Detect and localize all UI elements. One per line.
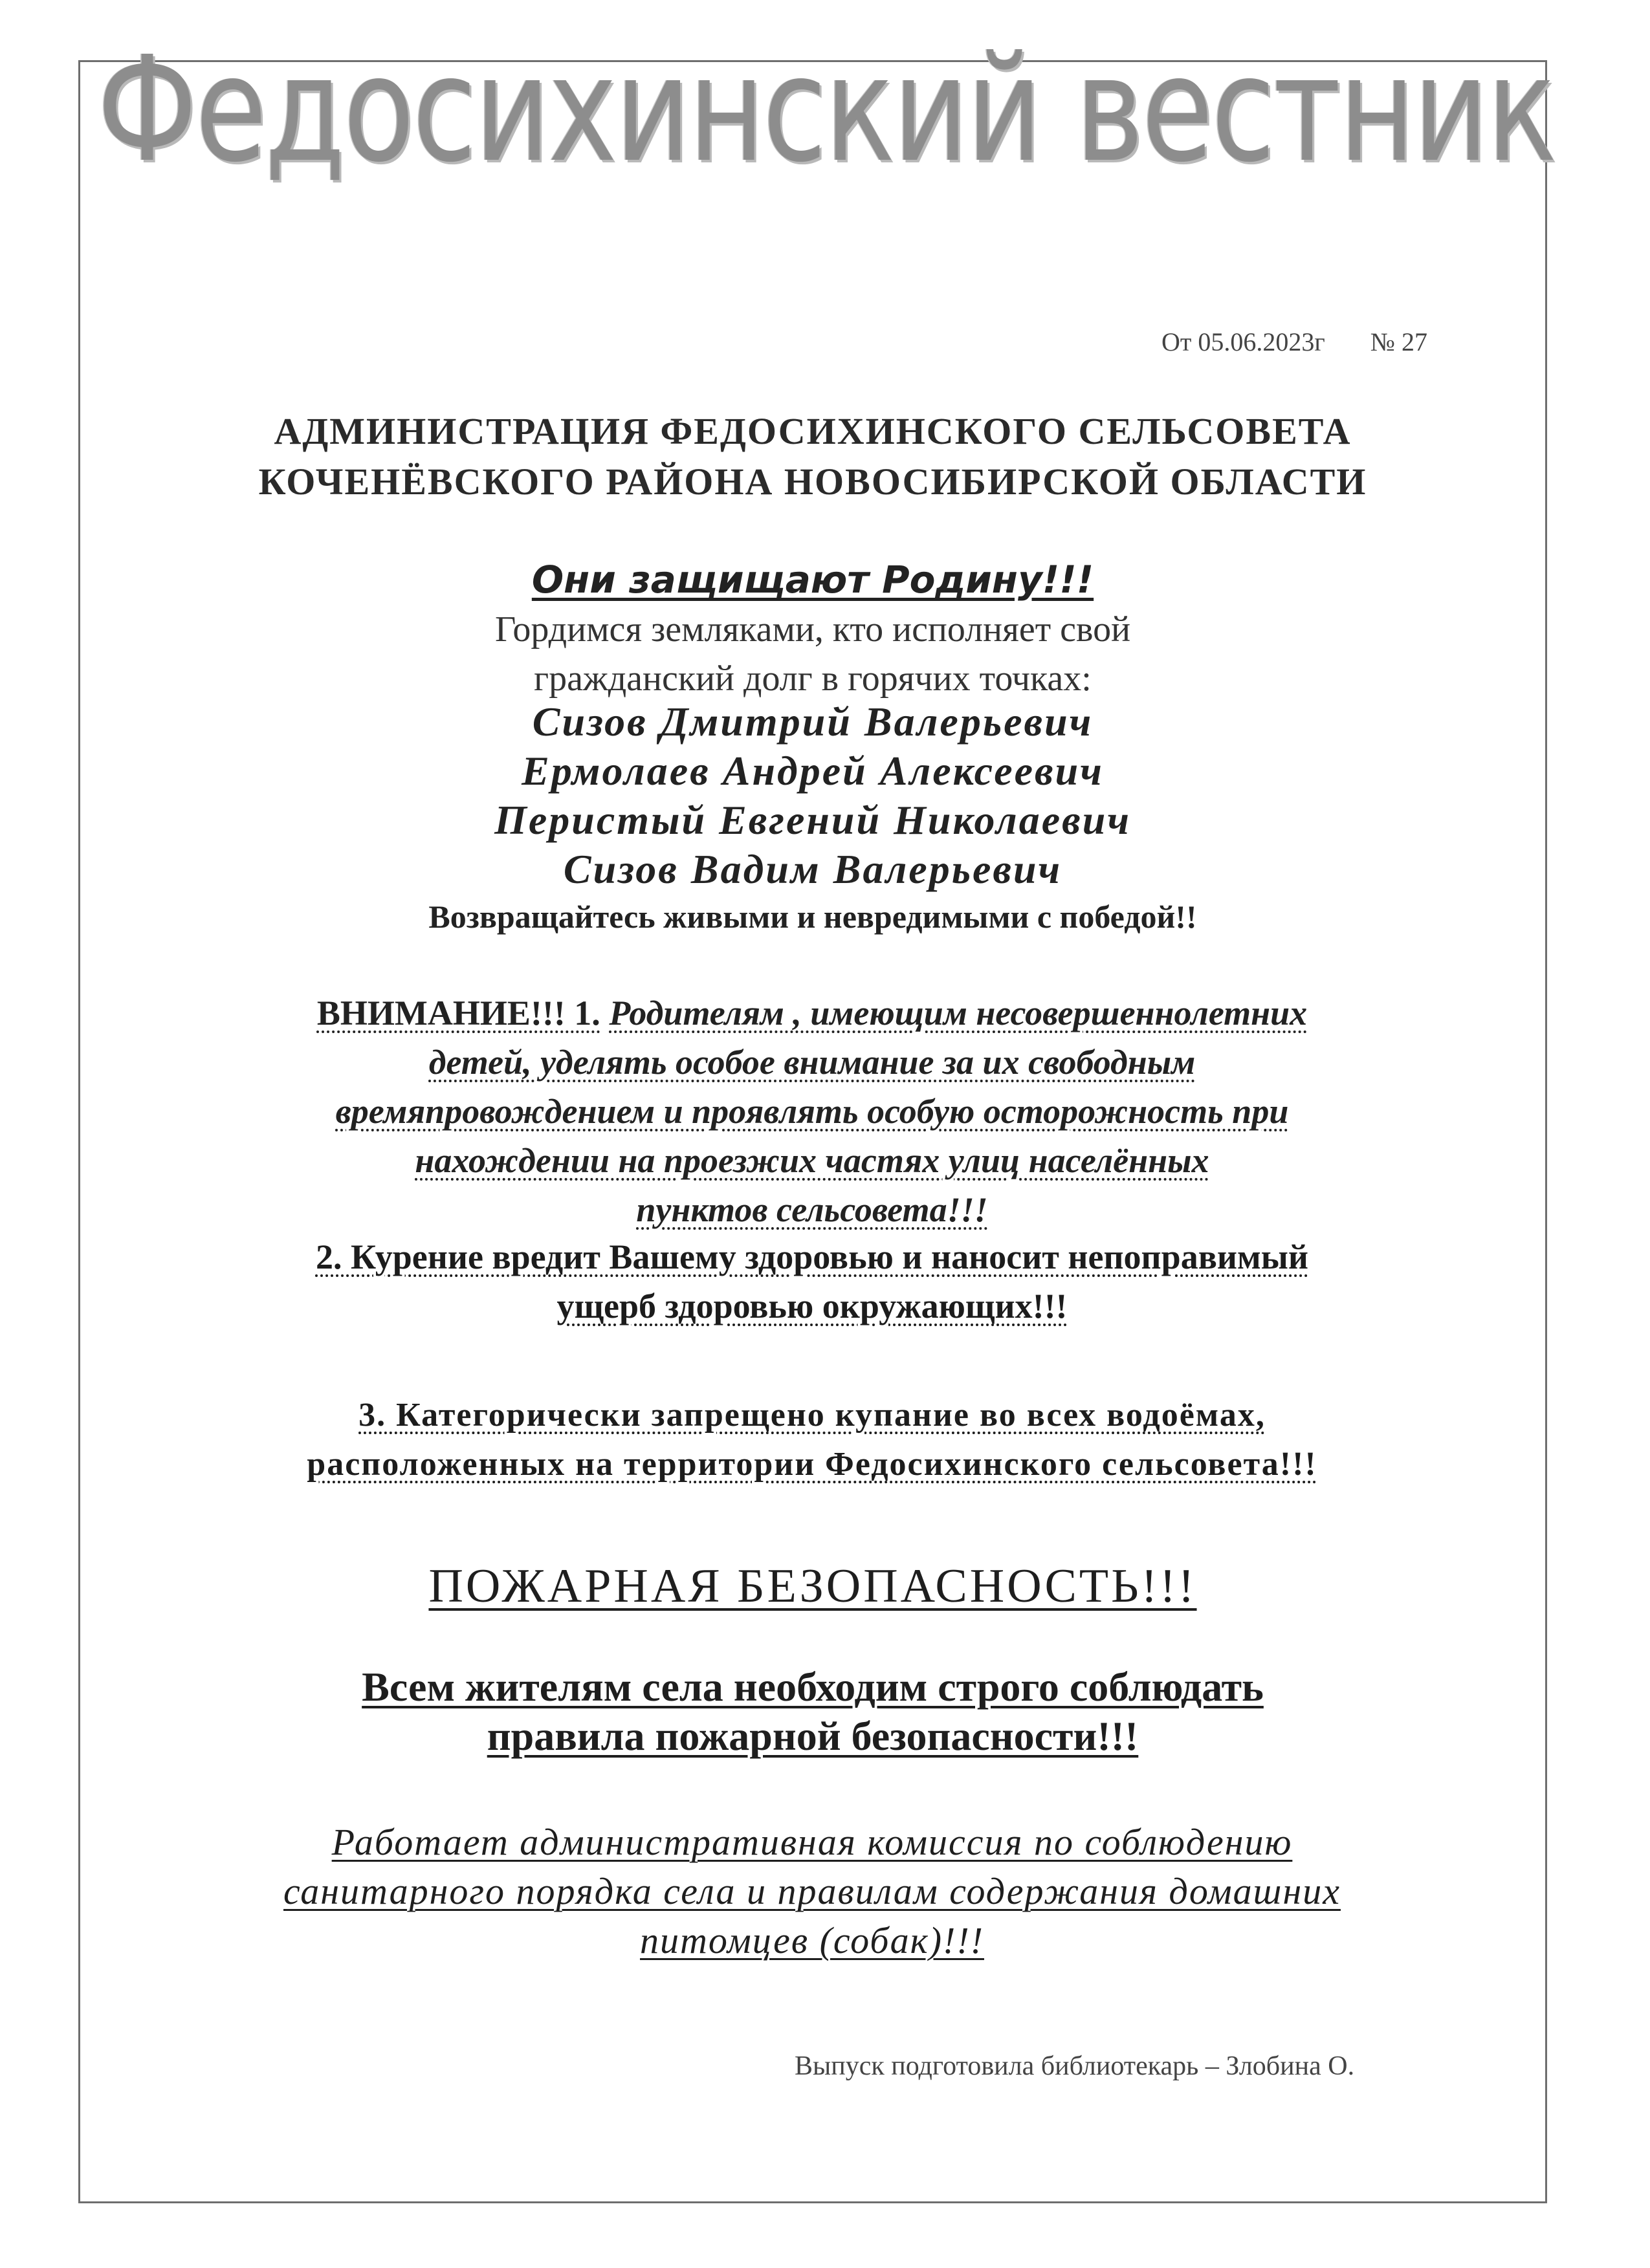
notice-line: нахождении на проезжих частях улиц населённых — [415, 1141, 1209, 1180]
commission-line: санитарного порядка села и правилам содержания домашних — [283, 1870, 1341, 1912]
issue-number: № 27 — [1370, 327, 1427, 356]
defenders-names — [78, 697, 1547, 894]
organization-heading — [78, 406, 1547, 507]
fire-safety-title: ПОЖАРНАЯ БЕЗОПАСНОСТЬ!!! — [428, 1560, 1197, 1613]
attention-label: ВНИМАНИЕ!!! 1. — [316, 994, 600, 1032]
notice-line: 3. Категорически запрещено купание во всех водоёмах, — [358, 1397, 1266, 1434]
defender-name: Сизов Дмитрий Валерьевич — [532, 699, 1094, 745]
issue-info — [1161, 327, 1427, 357]
organization-line: АДМИНИСТРАЦИЯ ФЕДОСИХИНСКОГО СЕЛЬСОВЕТА — [274, 410, 1352, 452]
notice-item-3 — [129, 1391, 1495, 1489]
notice-line: времяпровождением и проявлять особую осторожность при — [335, 1092, 1289, 1131]
defenders-title: Они защищают Родину!!! — [531, 558, 1094, 602]
organization-line: КОЧЕНЁВСКОГО РАЙОНА НОВОСИБИРСКОЙ ОБЛАСТИ — [258, 461, 1367, 503]
issue-date: От 05.06.2023г — [1161, 327, 1325, 356]
commission-line: Работает административная комиссия по соблюдению — [331, 1821, 1293, 1863]
notice-line: 2. Курение вредит Вашему здоровью и наносит непоправимый — [315, 1238, 1309, 1276]
notice-line: пунктов сельсовета!!! — [636, 1190, 988, 1229]
defenders-wish: Возвращайтесь живыми и невредимыми с победой!! — [428, 899, 1197, 935]
commission-notice — [129, 1818, 1495, 1965]
notice-line: детей, уделять особое внимание за их свободным — [428, 1043, 1196, 1082]
notice-line: Родителям , имеющим несовершеннолетних — [609, 994, 1308, 1032]
notice-item-1 — [129, 988, 1495, 1234]
notice-line: ущерб здоровью окружающих!!! — [556, 1287, 1068, 1325]
defenders-intro — [78, 605, 1547, 703]
notice-item-2 — [129, 1232, 1495, 1331]
prepared-by: Выпуск подготовила библиотекарь – Злобина О. — [795, 2051, 1355, 2081]
defender-name: Сизов Вадим Валерьевич — [563, 846, 1062, 892]
fire-safety-line: правила пожарной безопасности!!! — [487, 1713, 1139, 1759]
defender-name: Ермолаев Андрей Алексеевич — [522, 748, 1104, 794]
notice-line: расположенных на территории Федосихинского сельсовета!!! — [307, 1446, 1317, 1483]
intro-line: гражданский долг в горячих точках: — [534, 659, 1092, 699]
fire-safety-line: Всем жителям села необходим строго соблюдать — [362, 1664, 1264, 1710]
newsletter-masthead: Федосихинский вестник — [97, 25, 1556, 195]
intro-line: Гордимся земляками, кто исполняет свой — [494, 609, 1131, 649]
commission-line: питомцев (собак)!!! — [640, 1919, 984, 1961]
defender-name: Перистый Евгений Николаевич — [494, 797, 1131, 843]
fire-safety-text — [78, 1663, 1547, 1761]
